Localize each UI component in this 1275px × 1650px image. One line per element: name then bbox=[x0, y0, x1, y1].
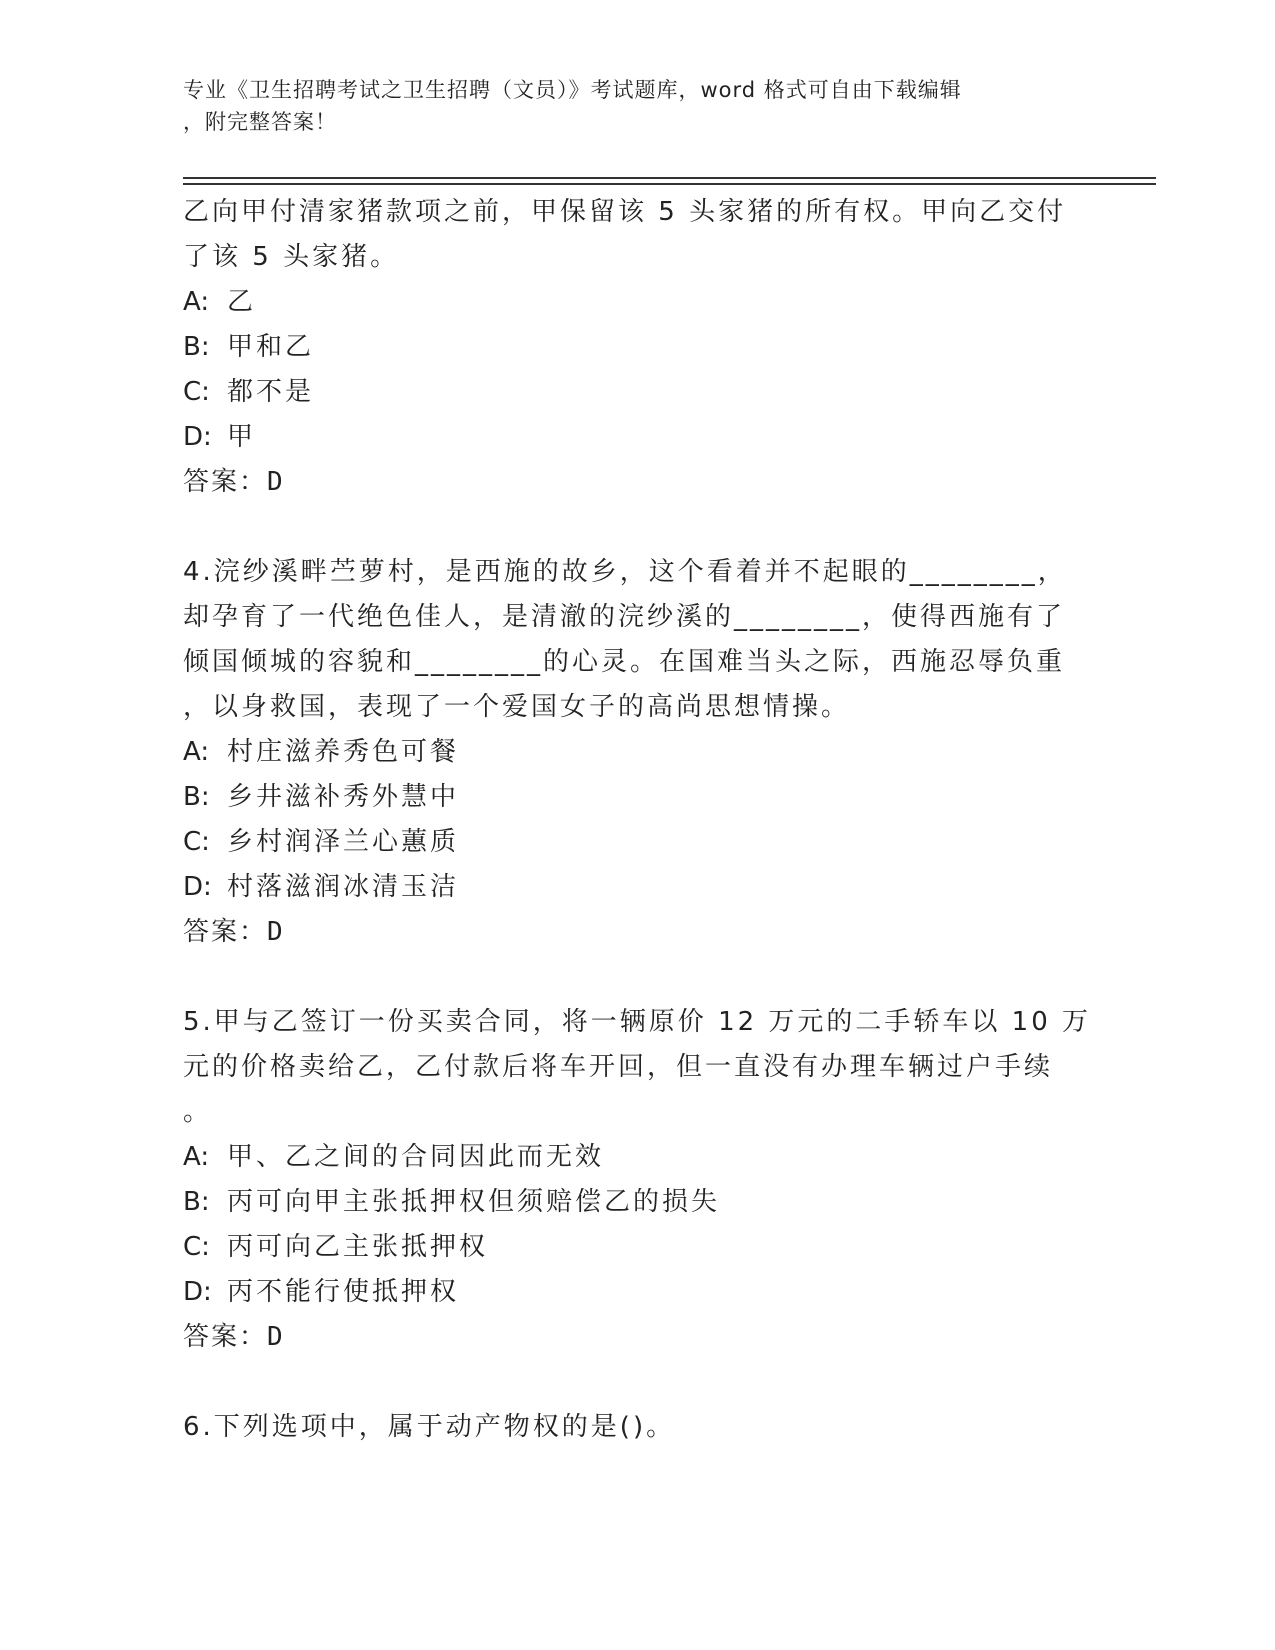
option-text: 甲 bbox=[227, 422, 257, 452]
option-key: A: bbox=[183, 737, 210, 767]
option-key: A: bbox=[183, 1142, 210, 1172]
option-key: B: bbox=[183, 782, 210, 812]
option-key: D: bbox=[183, 422, 212, 452]
option-key: D: bbox=[183, 872, 212, 902]
question-3 bbox=[183, 190, 1083, 505]
header-line-2: ，附完整答案！ bbox=[183, 110, 337, 134]
option-d bbox=[183, 865, 1083, 910]
question-text-line: 5.甲与乙签订一份买卖合同，将一辆原价 12 万元的二手轿车以 10 万 bbox=[183, 1007, 1092, 1037]
option-text: 乡村润泽兰心蕙质 bbox=[227, 827, 460, 857]
question-text-line: 元的价格卖给乙，乙付款后将车开回，但一直没有办理车辆过户手续 bbox=[183, 1052, 1054, 1082]
header-divider-top bbox=[183, 177, 1156, 179]
option-text: 丙可向乙主张抵押权 bbox=[227, 1232, 489, 1262]
spacer bbox=[183, 1360, 1083, 1405]
option-b bbox=[183, 1180, 1083, 1225]
option-key: B: bbox=[183, 1187, 210, 1217]
option-key: C: bbox=[183, 827, 210, 857]
question-5 bbox=[183, 1000, 1092, 1360]
option-text: 乙 bbox=[227, 287, 257, 317]
question-list bbox=[183, 190, 1092, 1450]
option-text: 都不是 bbox=[227, 377, 315, 407]
option-text: 村落滋润冰清玉洁 bbox=[227, 872, 460, 902]
header-line-1: 专业《卫生招聘考试之卫生招聘（文员）》考试题库，word 格式可自由下载编辑 bbox=[183, 78, 962, 102]
option-c bbox=[183, 820, 1083, 865]
option-key: B: bbox=[183, 332, 210, 362]
option-a bbox=[183, 280, 1083, 325]
option-key: C: bbox=[183, 1232, 210, 1262]
option-text: 村庄滋养秀色可餐 bbox=[227, 737, 460, 767]
option-c bbox=[183, 370, 1083, 415]
answer-line: 答案：D bbox=[183, 1322, 285, 1352]
option-key: C: bbox=[183, 377, 210, 407]
spacer bbox=[183, 955, 1083, 1000]
option-text: 甲和乙 bbox=[227, 332, 315, 362]
question-text-line: 倾国倾城的容貌和________的心灵。在国难当头之际，西施忍辱负重 bbox=[183, 647, 1066, 677]
question-6 bbox=[183, 1405, 1083, 1450]
option-b bbox=[183, 325, 1083, 370]
question-text-line: 4.浣纱溪畔苎萝村，是西施的故乡，这个看着并不起眼的________， bbox=[183, 557, 1067, 587]
question-text-line: 6.下列选项中，属于动产物权的是()。 bbox=[183, 1412, 676, 1442]
question-text-line: ，以身救国，表现了一个爱国女子的高尚思想情操。 bbox=[183, 692, 851, 722]
header-divider-bottom bbox=[183, 183, 1156, 185]
spacer bbox=[183, 505, 1083, 550]
option-a bbox=[183, 730, 1083, 775]
option-key: A: bbox=[183, 287, 210, 317]
option-d bbox=[183, 415, 1083, 460]
option-a bbox=[183, 1135, 1083, 1180]
question-text-line: 乙向甲付清家猪款项之前，甲保留该 5 头家猪的所有权。甲向乙交付 bbox=[183, 197, 1067, 227]
answer-line: 答案：D bbox=[183, 917, 285, 947]
question-text-line: 。 bbox=[183, 1097, 213, 1127]
option-d bbox=[183, 1270, 1083, 1315]
question-4 bbox=[183, 550, 1083, 955]
answer-line: 答案：D bbox=[183, 467, 285, 497]
question-text-line: 了该 5 头家猪。 bbox=[183, 242, 400, 272]
option-b bbox=[183, 775, 1083, 820]
option-text: 乡井滋补秀外慧中 bbox=[227, 782, 460, 812]
question-text-line: 却孕育了一代绝色佳人，是清澈的浣纱溪的________，使得西施有了 bbox=[183, 602, 1066, 632]
option-text: 甲、乙之间的合同因此而无效 bbox=[227, 1142, 605, 1172]
option-text: 丙不能行使抵押权 bbox=[227, 1277, 460, 1307]
option-c bbox=[183, 1225, 1083, 1270]
option-text: 丙可向甲主张抵押权但须赔偿乙的损失 bbox=[227, 1187, 721, 1217]
page-header bbox=[183, 74, 1063, 138]
option-key: D: bbox=[183, 1277, 212, 1307]
